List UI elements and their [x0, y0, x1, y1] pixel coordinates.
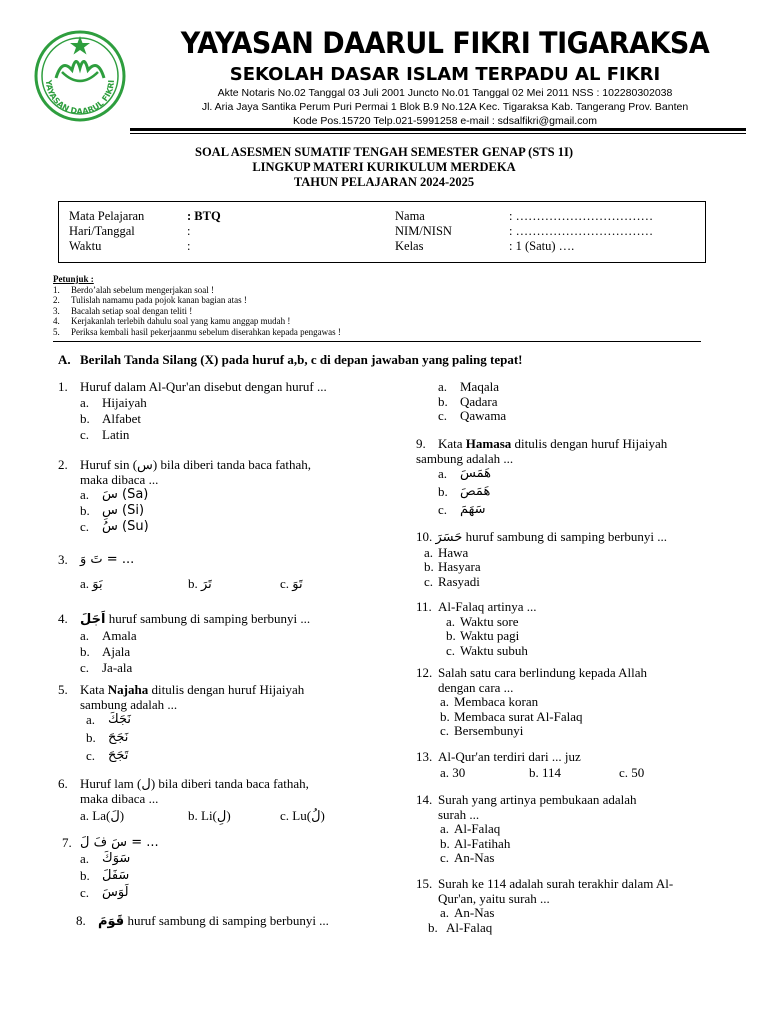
question-text-line2: sambung adalah ... [416, 450, 514, 466]
answer-option-b[interactable]: b. Al-Fatihah [440, 835, 511, 851]
answer-option-a[interactable]: a. An-Nas [440, 905, 495, 920]
answer-option-a[interactable]: a. Amala [80, 627, 137, 643]
school-name: SEKOLAH DASAR ISLAM TERPADU AL FIKRI [229, 64, 661, 85]
question-9 [416, 437, 667, 520]
answer-option-a[interactable]: a. La(لَ) [80, 808, 125, 823]
answer-option-a[interactable]: a. Hijaiyah [80, 394, 147, 410]
answer-option-a[interactable]: a. بَوَ [80, 575, 103, 592]
answer-option-b[interactable]: b. Hasyara [424, 559, 481, 574]
answer-option-a[interactable]: a. سَوَكَ [80, 850, 131, 866]
answer-options [438, 466, 667, 520]
identity-row [69, 239, 221, 254]
answer-options [80, 574, 303, 594]
exam-title-line1: SOAL ASESMEN SUMATIF TENGAH SEMESTER GENAP (STS 1I) [195, 145, 573, 159]
answer-option-a[interactable]: a. نَجَكَ [86, 712, 131, 727]
question-number: 11. [416, 599, 432, 614]
question-text: Kata Hamasa ditulis dengan huruf Hijaiyah [438, 436, 668, 451]
question-text: Huruf lam (ل) bila diberi tanda baca fathah, [80, 776, 309, 791]
question-text: Salah satu cara berlindung kepada Allah [438, 665, 648, 680]
question-text: Surah yang artinya pembukaan adalah [438, 792, 637, 807]
identity-row [69, 209, 221, 224]
answer-option-c[interactable]: c. 50 [619, 764, 645, 780]
identity-label: Kelas [395, 239, 424, 253]
answer-option-c[interactable]: c. Waktu subuh [446, 642, 528, 658]
question-text-line2: maka dibaca ... [80, 471, 159, 487]
question-text: سَ فَ لَ = ... [80, 835, 159, 850]
answer-option-b[interactable]: b. Li(لِ) [188, 808, 231, 823]
answer-options [80, 487, 311, 535]
identity-row [395, 239, 653, 254]
answer-options [80, 395, 327, 443]
arabic-word: حَسَرَ [435, 530, 463, 545]
exam-title-line2: LINGKUP MATERI KURIKULUM MERDEKA [252, 160, 516, 174]
answer-options [80, 806, 325, 826]
question-text: Al-Qur'an terdiri dari ... juz [438, 749, 581, 764]
answer-option-c[interactable]: c. An-Nas [440, 850, 495, 865]
answer-option-c[interactable]: c. تَوَ [280, 575, 303, 592]
question-text-line2: surah ... [438, 806, 480, 822]
exam-title [0, 145, 768, 190]
question-11 [416, 600, 537, 658]
question-number: 13. [416, 749, 433, 764]
identity-value: : BTQ [187, 209, 221, 223]
instruction-item: 2. Tulislah namamu pada pojok kanan bagian atas ! [53, 295, 247, 305]
question-text: Huruf sin (س) bila diberi tanda baca fathah, [80, 457, 312, 472]
letterhead-divider-thick [130, 128, 746, 131]
answer-option-a[interactable]: a. Al-Falaq [440, 821, 501, 836]
answer-option-a[interactable]: a. سَ (Sa) [80, 487, 149, 502]
school-contact: Kode Pos.15720 Telp.021-5991258 e-mail : sdsalfikri@gmail.com [292, 115, 598, 127]
letterhead [0, 0, 768, 140]
answer-options [86, 712, 304, 766]
answer-option-c[interactable]: c. Bersembunyi [440, 723, 524, 738]
answer-option-c[interactable]: c. Ja-ala [80, 659, 133, 675]
answer-option-b[interactable]: b. Membaca surat Al-Falaq [440, 708, 583, 724]
question-3 [58, 553, 303, 594]
question-number: 9. [416, 436, 426, 451]
question-number: 8. [76, 913, 86, 928]
student-identity-box [58, 201, 706, 263]
instruction-item: 5. Periksa kembali hasil pekerjaanmu sebelum diserahkan kepada pengawas ! [53, 326, 341, 337]
question-1 [58, 380, 327, 443]
instructions-title: Petunjuk : [53, 274, 94, 284]
school-address: Jl. Aria Jaya Santika Perum Puri Permai 1 Blok B.9 No.12A Kec. Tigaraksa Kab. Tangerang Prov. Banten [201, 101, 689, 113]
letterhead-divider-thin [130, 133, 746, 134]
answer-options [80, 628, 310, 676]
question-number: 15. [416, 876, 433, 891]
question-number: 3. [58, 552, 68, 567]
instruction-item: 1. Berdo’alah sebelum mengerjakan soal ! [53, 284, 214, 295]
answer-option-b[interactable]: b. هَمَصَ [438, 484, 491, 499]
answer-options [424, 906, 673, 935]
identity-row [395, 209, 653, 224]
question-text: huruf sambung di samping berbunyi ... [105, 611, 311, 626]
identity-right-column [395, 209, 653, 254]
logo-text: YAYASAN DAARUL FIKRI [43, 79, 117, 117]
identity-value[interactable]: : …………………………… [509, 209, 654, 223]
question-2 [58, 458, 311, 535]
exam-title-line3: TAHUN PELAJARAN 2024-2025 [293, 175, 475, 189]
question-text: Kata Najaha ditulis dengan huruf Hijaiyah [80, 682, 305, 697]
section-a-heading [58, 352, 522, 368]
question-13 [416, 750, 644, 780]
question-4 [58, 612, 310, 676]
question-5 [58, 683, 304, 766]
answer-options [80, 851, 159, 902]
answer-option-b[interactable]: b. تَرَ [188, 575, 212, 592]
question-text-line2: sambung adalah ... [80, 696, 178, 712]
answer-options [440, 695, 647, 739]
question-number: 1. [58, 379, 68, 394]
identity-left-column [69, 209, 221, 254]
foundation-name: YAYASAN DAARUL FIKRI TIGARAKSA [180, 26, 710, 60]
question-text: Huruf dalam Al-Qur'an disebut dengan huruf ... [80, 379, 327, 394]
section-divider [53, 341, 701, 342]
answer-option-a[interactable]: a. 30 [440, 764, 466, 780]
question-text-line2: Qur'an, yaitu surah ... [438, 890, 550, 906]
identity-value[interactable]: : [187, 224, 191, 238]
question-number: 5. [58, 682, 68, 697]
answer-option-a[interactable]: a. Membaca koran [440, 694, 539, 709]
question-14 [416, 793, 637, 866]
instruction-item: 3. Bacalah setiap soal dengan teliti ! [53, 305, 193, 316]
answer-option-c[interactable]: c. سُ (Su) [80, 519, 149, 534]
question-text-line2: dengan cara ... [438, 679, 514, 695]
answer-option-c[interactable]: c. سَهَمَ [438, 502, 486, 517]
question-number: 12. [416, 665, 433, 680]
identity-row [69, 224, 221, 239]
identity-row [395, 224, 653, 239]
answer-option-b[interactable]: b. Alfabet [80, 410, 141, 426]
notary-info: Akte Notaris No.02 Tanggal 03 Juli 2001 Juncto No.01 Tanggal 02 Mei 2011 NSS : 102280302038 [217, 87, 673, 99]
identity-value: : 1 (Satu) …. [509, 239, 575, 253]
answer-options [440, 765, 644, 780]
answer-option-c[interactable]: c. Rasyadi [424, 573, 480, 589]
answer-option-c[interactable]: c. لَوَسَ [80, 884, 129, 900]
answer-options [424, 546, 667, 590]
question-8-options [416, 380, 506, 424]
question-text: Surah ke 114 adalah surah terakhir dalam Al- [438, 876, 674, 891]
identity-label: Waktu [69, 239, 102, 253]
answer-option-c[interactable]: c. Qawama [438, 408, 507, 423]
question-8 [76, 914, 329, 930]
answer-option-c[interactable]: c. تَجَحَ [86, 748, 129, 763]
question-number: 14. [416, 792, 433, 807]
question-text: Al-Falaq artinya ... [438, 599, 537, 614]
answer-option-c[interactable]: c. Latin [80, 426, 130, 442]
question-text-line2: maka dibaca ... [80, 790, 159, 806]
answer-option-b[interactable]: b. Al-Falaq [428, 919, 493, 935]
question-number: 6. [58, 776, 68, 791]
section-number: A. [58, 352, 71, 367]
answer-option-a[interactable]: a. Hawa [424, 544, 469, 560]
instructions [53, 274, 341, 337]
question-15 [416, 877, 673, 935]
identity-label: Nama [395, 209, 425, 223]
answer-option-a[interactable]: a. Maqala [438, 379, 499, 394]
identity-value[interactable]: : …………………………… [509, 224, 654, 238]
identity-label: Mata Pelajaran [69, 209, 145, 223]
question-10 [416, 530, 667, 589]
identity-label: Hari/Tanggal [69, 224, 135, 238]
answer-options [440, 822, 637, 866]
identity-value[interactable]: : [187, 239, 191, 253]
question-number: 7. [62, 835, 72, 850]
answer-option-b[interactable]: b. Qadara [438, 393, 498, 409]
question-text: huruf sambung di samping berbunyi ... [462, 529, 668, 544]
question-12 [416, 666, 647, 739]
instruction-item: 4. Kerjakanlah terlebih dahulu soal yang kamu anggap mudah ! [53, 316, 291, 326]
answer-option-c[interactable]: c. Lu(لُ) [280, 808, 325, 823]
instructions-list [53, 285, 341, 338]
answer-options [438, 380, 506, 424]
question-number: 4. [58, 611, 68, 626]
answer-option-b[interactable]: b. سِ (Si) [80, 503, 145, 518]
answer-option-a[interactable]: a. Waktu sore [446, 613, 519, 629]
arabic-word: قَوَمَ [98, 914, 125, 929]
answer-option-b[interactable]: b. نَجَحَ [86, 730, 129, 745]
answer-option-b[interactable]: b. Waktu pagi [446, 628, 520, 643]
question-7 [62, 836, 159, 902]
answer-option-b[interactable]: b. 114 [529, 764, 562, 780]
school-logo [32, 28, 128, 124]
arabic-word: اَجَلَ [80, 612, 106, 627]
question-number: 2. [58, 457, 68, 472]
question-number: 10. [416, 529, 433, 544]
section-instruction: Berilah Tanda Silang (X) pada huruf a,b, c di depan jawaban yang paling tepat! [80, 352, 523, 367]
question-6 [58, 777, 325, 826]
answer-option-b[interactable]: b. سَفَلَ [80, 867, 130, 883]
answer-option-a[interactable]: a. هَمَسَ [438, 466, 491, 481]
question-text: تَ وَ = ... [80, 552, 135, 567]
question-text: huruf sambung di samping berbunyi ... [124, 913, 329, 928]
answer-options [446, 615, 537, 659]
identity-label: NIM/NISN [395, 224, 452, 238]
answer-option-b[interactable]: b. Ajala [80, 643, 131, 659]
